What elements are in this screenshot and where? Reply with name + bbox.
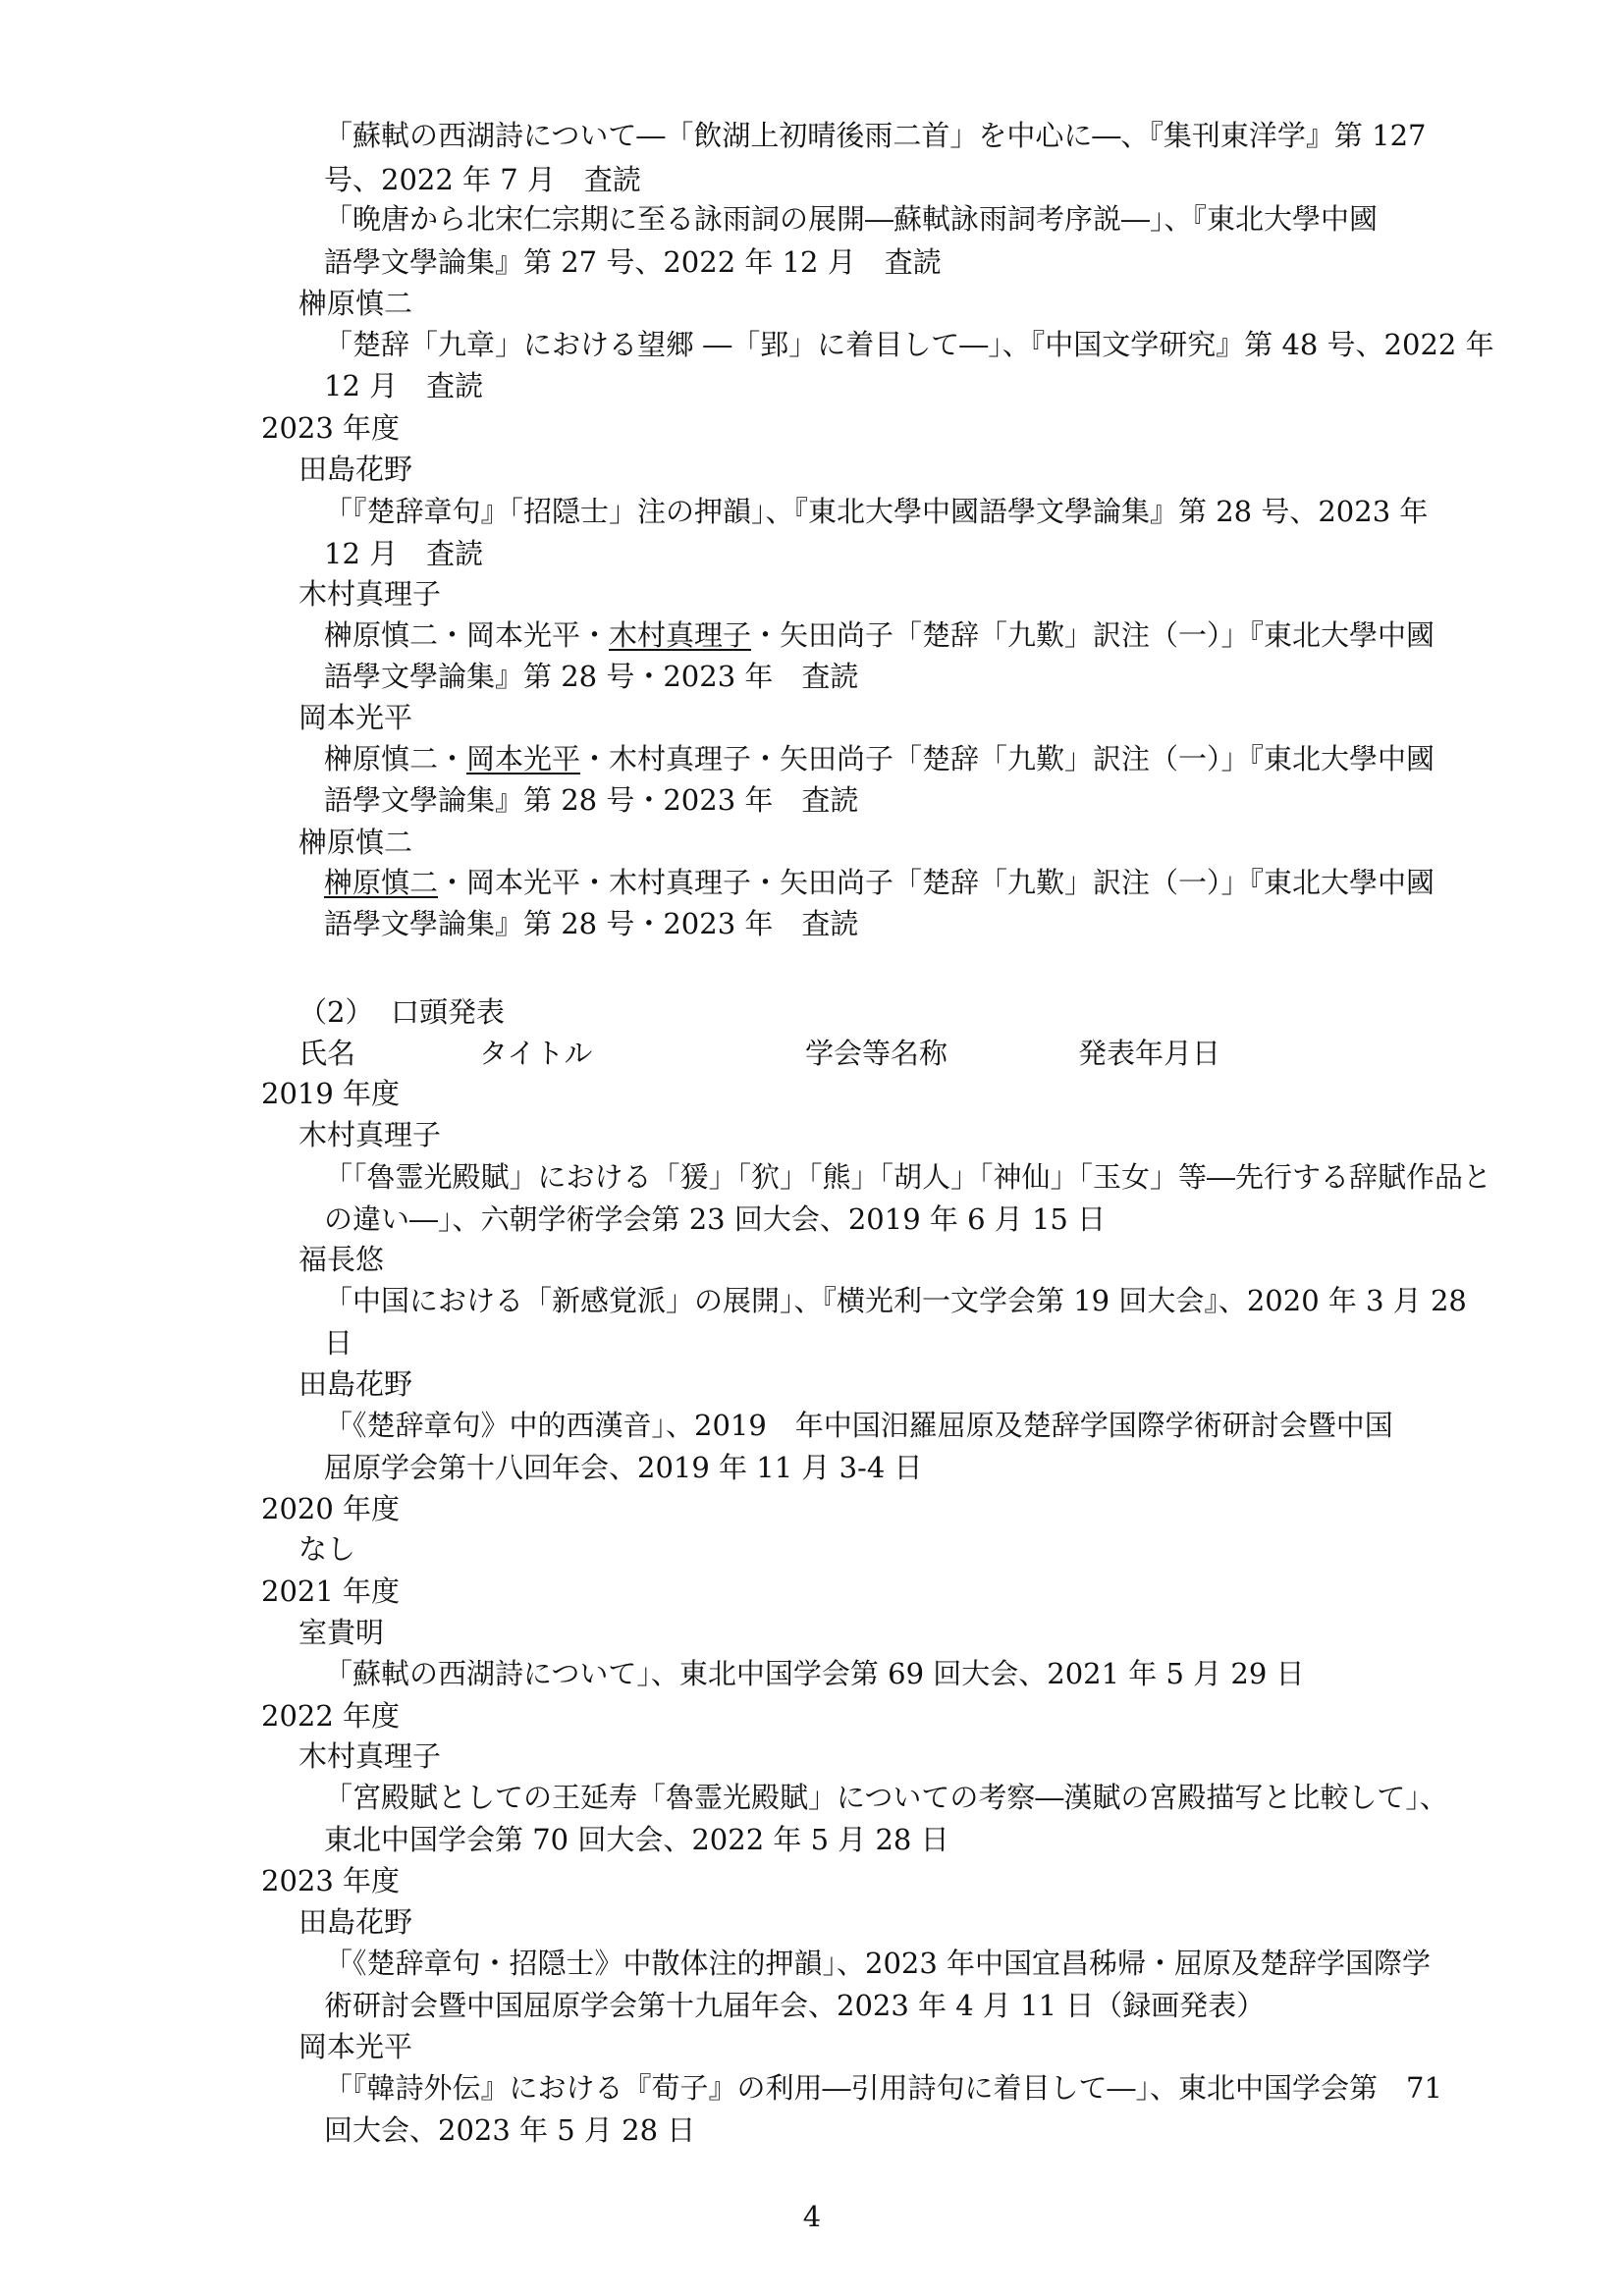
- entry-line: 語學文學論集』第 27 号、2022 年 12 月 査読: [324, 245, 942, 279]
- author-name: 岡本光平: [298, 701, 413, 734]
- section-heading: 口頭発表: [391, 995, 506, 1029]
- author-name: 福長悠: [298, 1243, 385, 1276]
- entry-line: 号、2022 年 7 月 査読: [324, 163, 641, 196]
- column-header-title: タイトル: [479, 1037, 593, 1070]
- year-heading: 2022 年度: [261, 1699, 401, 1733]
- column-header-society: 学会等名称: [805, 1037, 948, 1070]
- author-name: 木村真理子: [298, 1118, 442, 1151]
- author-name: 木村真理子: [298, 577, 442, 611]
- entry-line: 「蘇軾の西湖詩について」、東北中国学会第 69 回大会、2021 年 5 月 29 日: [324, 1657, 1305, 1690]
- entry-line: 「蘇軾の西湖詩について―「飲湖上初晴後雨二首」を中心に―、『集刊東洋学』第 127: [324, 119, 1427, 152]
- author-name: 木村真理子: [298, 1739, 442, 1773]
- entry-line: 12 月 査読: [324, 369, 484, 402]
- entry-line: [324, 616, 1435, 654]
- entry-line: 回大会、2023 年 5 月 28 日: [324, 2113, 696, 2147]
- year-heading: 2020 年度: [261, 1492, 401, 1525]
- page-number: 4: [802, 2200, 822, 2233]
- column-headers: [0, 1035, 1624, 1072]
- entry-line: 語學文學論集』第 28 号・2023 年 査読: [324, 907, 859, 940]
- underlined-author: 岡本光平: [466, 742, 581, 775]
- entry-line: 「楚辞「九章」における望郷 ―「郢」に着目して―」、『中国文学研究』第 48 号、2022 年: [324, 328, 1494, 361]
- author-name: 田島花野: [298, 453, 413, 486]
- entry-line: 「宮殿賦としての王延寿「魯霊光殿賦」についての考察―漢賦の宮殿描写と比較して」、: [324, 1781, 1448, 1814]
- year-heading: 2019 年度: [261, 1077, 401, 1110]
- entry-line: 術研討会暨中国屈原学会第十九届年会、2023 年 4 月 11 日（録画発表）: [324, 1989, 1266, 2022]
- author-name: 田島花野: [298, 1905, 413, 1939]
- author-name: 田島花野: [298, 1367, 413, 1401]
- entry-line: 「《楚辞章句》中的西漢音」、2019 年中国汨羅屈原及楚辞学国際学術研討会暨中国: [324, 1409, 1393, 1442]
- section-number: （2）: [298, 995, 374, 1029]
- coauthor-text: 榊原慎二・岡本光平・: [324, 618, 610, 652]
- entry-line: 「中国における「新感覚派」の展開」、『横光利一文学会第 19 回大会』、2020 年 3 月 28: [324, 1284, 1467, 1317]
- author-name: 榊原慎二: [298, 826, 413, 859]
- entry-line: 語學文學論集』第 28 号・2023 年 査読: [324, 660, 859, 693]
- author-name: 岡本光平: [298, 2030, 413, 2063]
- entry-line: 12 月 査読: [324, 537, 484, 570]
- coauthor-text: 榊原慎二・: [324, 742, 467, 775]
- underlined-author: 木村真理子: [609, 618, 752, 652]
- entry-text: ・木村真理子・矢田尚子「楚辞「九歎」訳注（一）」『東北大學中國: [580, 742, 1435, 775]
- entry-line: 「《楚辞章句・招隠士》中散体注的押韻」、2023 年中国宜昌秭帰・屈原及楚辞学国際学: [324, 1947, 1432, 1980]
- entry-line: [324, 864, 1435, 901]
- entry-line: 「『楚辞章句』「招隠士」注の押韻」、『東北大學中國語學文學論集』第 28 号、2023 年: [324, 495, 1429, 528]
- entry-line: 語學文學論集』第 28 号・2023 年 査読: [324, 783, 859, 817]
- column-header-date: 発表年月日: [1078, 1037, 1221, 1070]
- entry-line: 「晩唐から北宋仁宗期に至る詠雨詞の展開―蘇軾詠雨詞考序説―」、『東北大學中國: [324, 202, 1379, 236]
- column-header-name: 氏名: [298, 1037, 356, 1070]
- year-heading: 2021 年度: [261, 1575, 401, 1608]
- entry-line: 「『韓詩外伝』における『荀子』の利用―引用詩句に着目して―」、東北中国学会第 71: [324, 2071, 1442, 2105]
- author-name: 室貴明: [298, 1616, 385, 1649]
- entry-line: の違い―」、六朝学術学会第 23 回大会、2019 年 6 月 15 日: [324, 1202, 1107, 1236]
- author-name: 榊原慎二: [298, 287, 413, 320]
- entry-text: ・矢田尚子「楚辞「九歎」訳注（一）」『東北大學中國: [751, 618, 1435, 652]
- entry-line: 日: [324, 1326, 353, 1360]
- year-heading: 2023 年度: [261, 1864, 401, 1897]
- entry-text: ・岡本光平・木村真理子・矢田尚子「楚辞「九歎」訳注（一）」『東北大學中國: [438, 866, 1435, 899]
- underlined-author: 榊原慎二: [324, 866, 439, 899]
- year-heading: 2023 年度: [261, 411, 401, 445]
- entry-line: 東北中国学会第 70 回大会、2022 年 5 月 28 日: [324, 1823, 949, 1856]
- entry-line: 「「魯霊光殿賦」における「猨」「狖」「熊」「胡人」「神仙」「玉女」等―先行する辞賦作品と: [324, 1160, 1492, 1194]
- none-text: なし: [298, 1532, 356, 1566]
- entry-line: 屈原学会第十八回年会、2019 年 11 月 3-4 日: [324, 1451, 923, 1484]
- entry-line: [324, 740, 1435, 777]
